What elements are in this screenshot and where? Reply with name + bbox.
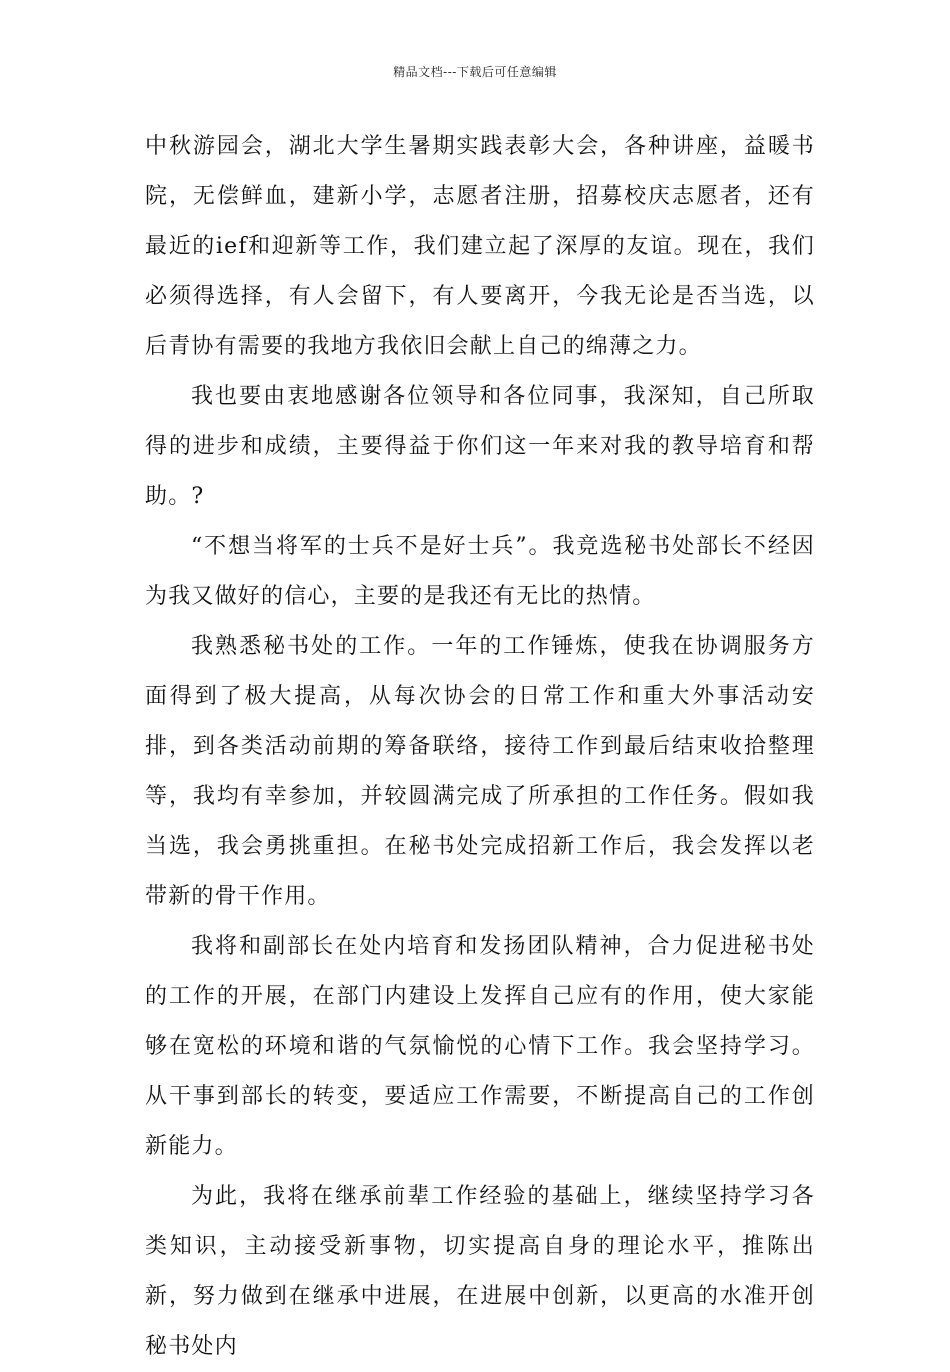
paragraph-5: 我将和副部长在处内培育和发扬团队精神，合力促进秘书处的工作的开展，在部门内建设上发挥自己应有的作用，使大家能够在宽松的环境和谐的气氛愉悦的心情下工作。我会坚持学习。从干事到部长的转变，要适应工作需要，不断提高自己的工作创新能力。: [145, 934, 815, 1159]
paragraph-3: “不想当将军的士兵不是好士兵”。我竞选秘书处部长不经因为我又做好的信心，主要的是我还有无比的热情。: [145, 534, 815, 609]
document-body: [145, 122, 815, 1372]
paragraph-4: 我熟悉秘书处的工作。一年的工作锤炼，使我在协调服务方面得到了极大提高，从每次协会的日常工作和重大外事活动安排，到各类活动前期的筹备联络，接待工作到最后结束收拾整理等，我均有幸参加，并较圆满完成了所承担的工作任务。假如我当选，我会勇挑重担。在秘书处完成招新工作后，我会发挥以老带新的骨干作用。: [145, 634, 815, 909]
paragraph-2: 我也要由衷地感谢各位领导和各位同事，我深知，自己所取得的进步和成绩，主要得益于你们这一年来对我的教导培育和帮助。?: [145, 384, 815, 509]
paragraph-1: 中秋游园会，湖北大学生暑期实践表彰大会，各种讲座，益暖书院，无偿鲜血，建新小学，志愿者注册，招募校庆志愿者，还有最近的ief和迎新等工作，我们建立起了深厚的友谊。现在，我们必须得选择，有人会留下，有人要离开，今我无论是否当选，以后青协有需要的我地方我依旧会献上自己的绵薄之力。: [145, 134, 815, 359]
page-header: 精品文档---下载后可任意编辑: [393, 65, 557, 79]
paragraph-6: 为此，我将在继承前辈工作经验的基础上，继续坚持学习各类知识，主动接受新事物，切实提高自身的理论水平，推陈出新，努力做到在继承中进展，在进展中创新，以更高的水准开创秘书处内: [145, 1184, 815, 1359]
